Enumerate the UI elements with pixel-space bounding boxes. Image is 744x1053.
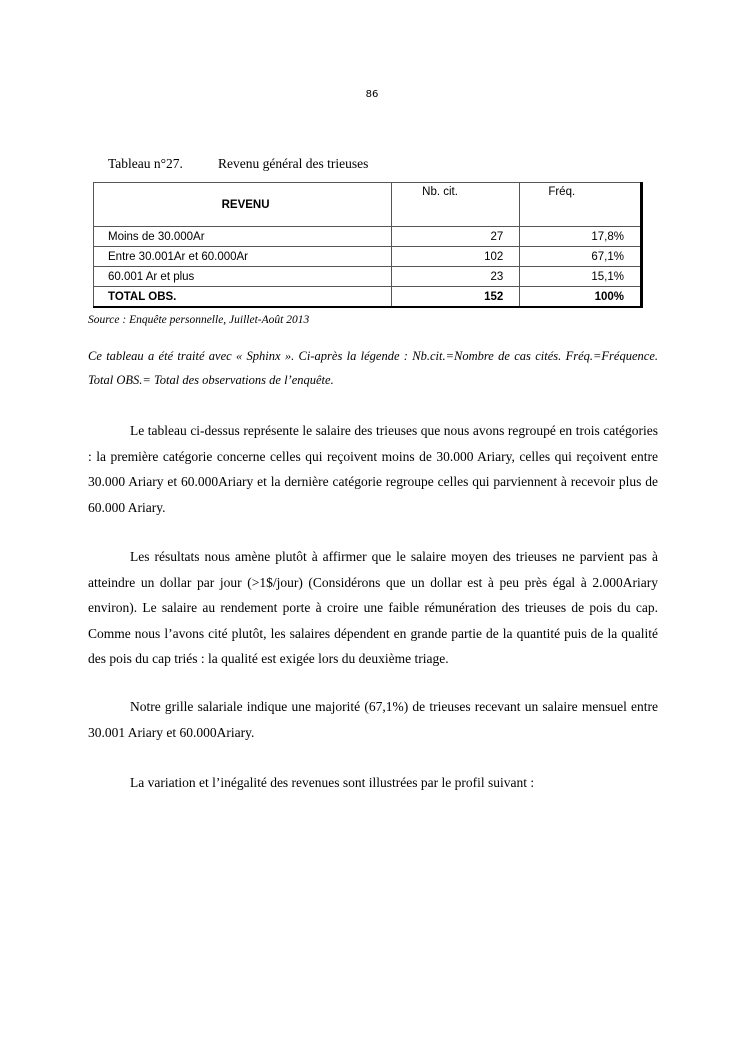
row-label: 60.001 Ar et plus — [94, 267, 392, 287]
header-revenu: REVENU — [94, 183, 392, 227]
header-nb-cit: Nb. cit. — [392, 183, 520, 227]
paragraph-4: La variation et l’inégalité des revenues sont illustrées par le profil suivant : — [130, 775, 535, 790]
revenue-table — [93, 182, 643, 308]
row-count: 102 — [392, 247, 520, 267]
row-label: Entre 30.001Ar et 60.000Ar — [94, 247, 392, 267]
table-row — [94, 227, 642, 247]
row-label: Moins de 30.000Ar — [94, 227, 392, 247]
table-caption — [108, 156, 368, 172]
table-caption-label: Tableau n°27. — [108, 156, 183, 171]
table-header-row — [94, 183, 642, 227]
row-frequency: 17,8% — [520, 227, 642, 247]
row-frequency: 67,1% — [520, 247, 642, 267]
table-total-row — [94, 287, 642, 308]
row-frequency: 15,1% — [520, 267, 642, 287]
row-count: 23 — [392, 267, 520, 287]
table-source: Source : Enquête personnelle, Juillet-Août 2013 — [88, 314, 310, 326]
row-count: 27 — [392, 227, 520, 247]
paragraph-3: Notre grille salariale indique une majorité (67,1%) de trieuses recevant un salaire mensuel entre 30.001 Ariary et 60.000Ariary. — [88, 699, 658, 740]
page-number: 86 — [365, 89, 379, 100]
total-count: 152 — [392, 287, 520, 308]
total-frequency: 100% — [520, 287, 642, 308]
table-caption-title: Revenu général des trieuses — [218, 156, 369, 171]
paragraph-1: Le tableau ci-dessus représente le salaire des trieuses que nous avons regroupé en trois catégories : la première catégorie concerne celles qui reçoivent moins de 30.000 Ariary, celles qui reçoivent entre 30.000 Ariary et 60.000Ariary et la dernière catégorie regroupe celles qui parviennent à recevoir plus de 60.000 Ariary. — [88, 423, 658, 515]
table-row — [94, 247, 642, 267]
table-row — [94, 267, 642, 287]
header-freq: Fréq. — [520, 183, 642, 227]
table-legend: Ce tableau a été traité avec « Sphinx ». Ci-après la légende : Nb.cit.=Nombre de cas cités. Fréq.=Fréquence. Total OBS.= Total des observations de l’enquête. — [88, 349, 658, 387]
total-label: TOTAL OBS. — [94, 287, 392, 308]
paragraph-2: Les résultats nous amène plutôt à affirmer que le salaire moyen des trieuses ne parvient pas à atteindre un dollar par jour (>1$/jour) (Considérons que un dollar est à peu près égal à 2.000Ariary environ). Le salaire au rendement porte à croire une faible rémunération des trieuses de pois du cap. Comme nous l’avons cité plutôt, les salaires dépendent en grande partie de la quantité puis de la qualité des pois du cap triés : la qualité est exigée lors du deuxième triage. — [88, 549, 658, 666]
